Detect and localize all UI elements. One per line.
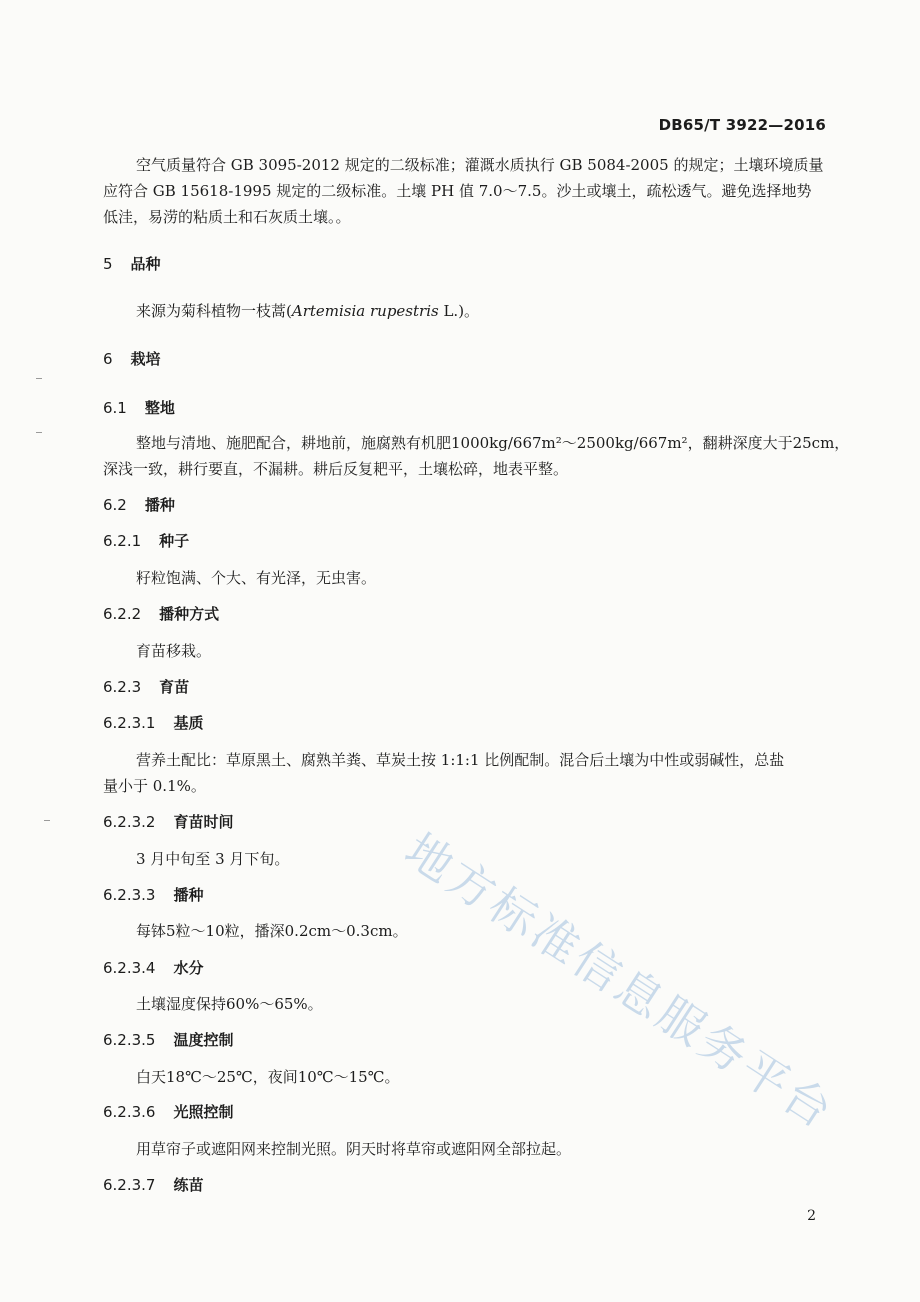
section-6-1-line-1: 整地与清地、施肥配合，耕地前，施腐熟有机肥1000kg/667m²～2500kg/667m²，翻耕深度大于25cm， — [136, 434, 850, 452]
section-6-2-3-6-text: 用草帘子或遮阳网来控制光照。阴天时将草帘或遮阳网全部拉起。 — [136, 1140, 572, 1158]
section-5-heading — [103, 253, 161, 275]
section-6-2-2-text: 育苗移栽。 — [136, 642, 212, 660]
section-6-2-1-text: 籽粒饱满、个大、有光泽，无虫害。 — [136, 569, 377, 587]
section-6-2-3-2-heading: 6.2.3.2 育苗时间 — [103, 813, 234, 831]
section-5-text: 来源为菊科植物一枝蒿(Artemisia rupestris L.)。 — [136, 302, 480, 320]
section-6-2-3-5-text: 白天18℃～25℃，夜间10℃～15℃。 — [136, 1068, 400, 1086]
section-title: 品种 — [130, 255, 161, 273]
section-6-2-3-4-text: 土壤湿度保持60%～65%。 — [136, 995, 323, 1013]
document-id: DB65/T 3922—2016 — [658, 116, 826, 134]
watermark: 地方标准信息服务平台 — [395, 822, 845, 1141]
scan-mark — [44, 820, 50, 821]
page-number: 2 — [807, 1208, 816, 1224]
section-6-1-heading: 6.1 整地 — [103, 399, 175, 417]
section-6-2-3-1-line-2: 量小于 0.1%。 — [103, 777, 206, 795]
scan-mark — [36, 432, 42, 433]
section-6-2-3-6-heading: 6.2.3.6 光照控制 — [103, 1103, 234, 1121]
section-6-2-1-heading: 6.2.1 种子 — [103, 532, 190, 550]
latin-name: Artemisia rupestris — [291, 302, 439, 320]
section-6-2-heading: 6.2 播种 — [103, 496, 175, 514]
scan-mark — [36, 378, 42, 379]
section-6-1-line-2: 深浅一致，耕行要直，不漏耕。耕后反复耙平，土壤松碎，地表平整。 — [103, 460, 569, 478]
section-6-2-3-1-heading: 6.2.3.1 基质 — [103, 714, 204, 732]
section-6-2-3-4-heading: 6.2.3.4 水分 — [103, 959, 204, 977]
section-6-heading: 6 栽培 — [103, 350, 161, 368]
intro-line-2: 应符合 GB 15618-1995 规定的二级标准。土壤 PH 值 7.0～7.5。沙土或壤土，疏松透气。避免选择地势 — [103, 182, 812, 200]
section-6-2-3-2-text: 3 月中旬至 3 月下旬。 — [136, 850, 290, 868]
section-6-2-3-7-heading: 6.2.3.7 练苗 — [103, 1176, 204, 1194]
intro-line-1: 空气质量符合 GB 3095-2012 规定的二级标准；灌溉水质执行 GB 5084-2005 的规定；土壤环境质量 — [136, 156, 824, 174]
section-6-2-3-1-line-1: 营养土配比：草原黑土、腐熟羊粪、草炭土按 1:1:1 比例配制。混合后土壤为中性或弱碱性，总盐 — [136, 751, 785, 769]
section-6-2-3-3-heading: 6.2.3.3 播种 — [103, 886, 204, 904]
section-6-2-2-heading: 6.2.2 播种方式 — [103, 605, 220, 623]
section-number: 5 — [103, 255, 113, 273]
intro-line-3: 低洼，易涝的粘质土和石灰质土壤。。 — [103, 208, 351, 226]
section-6-2-3-heading: 6.2.3 育苗 — [103, 678, 190, 696]
section-6-2-3-5-heading: 6.2.3.5 温度控制 — [103, 1031, 234, 1049]
section-6-2-3-3-text: 每钵5粒～10粒，播深0.2cm～0.3cm。 — [136, 922, 408, 940]
